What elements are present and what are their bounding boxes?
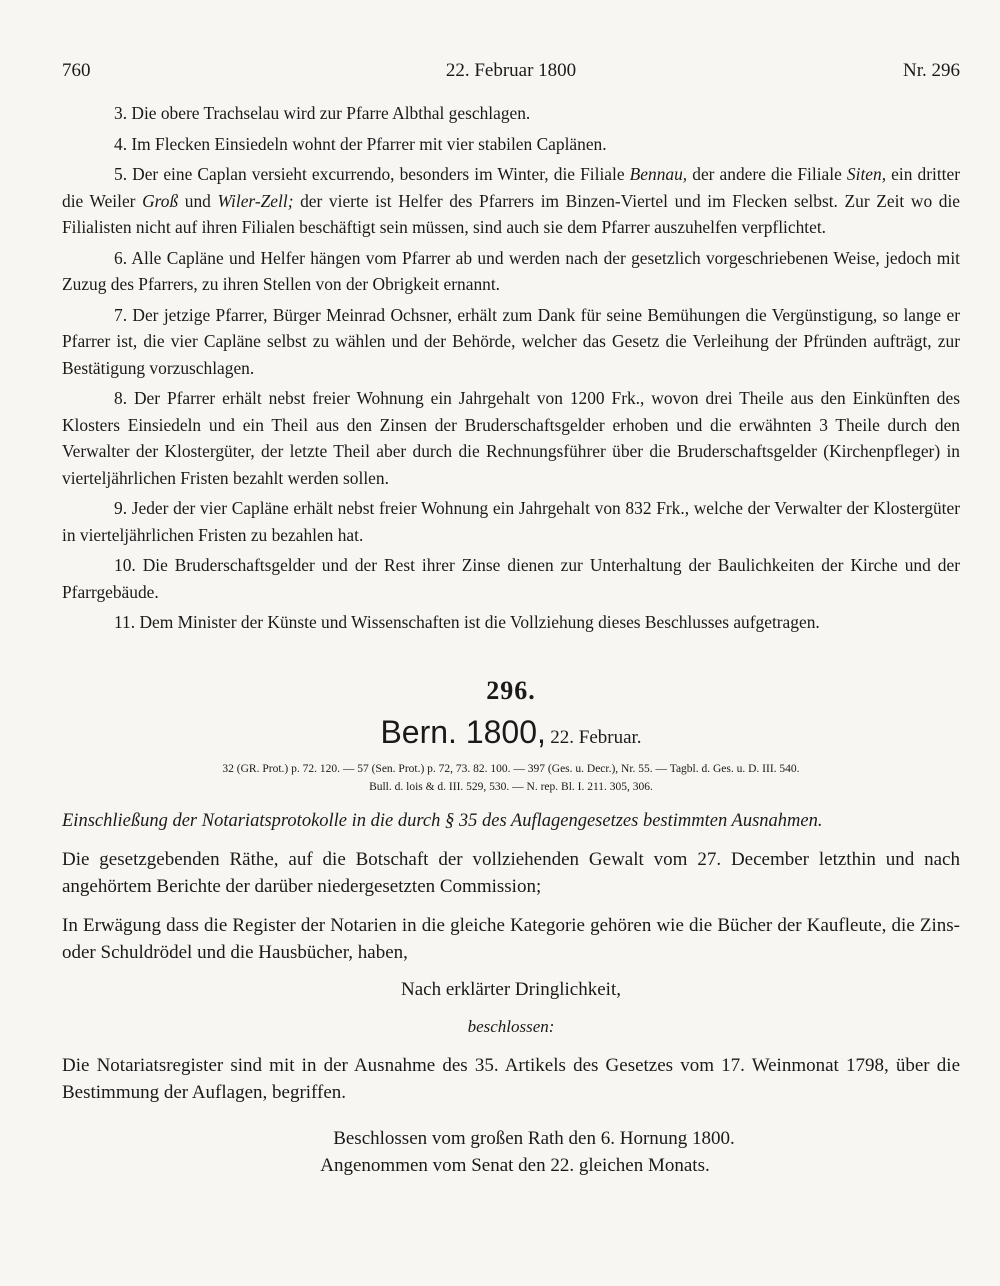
- item-6: 6. Alle Capläne und Helfer hängen vom Pfarrer ab und werden nach der gesetzlich vorgeschriebenen Weise, jedoch mit Zuzug des Pfarrers, zu ihren Stellen von der Obrigkeit ernannt.: [62, 247, 960, 294]
- header-number: Nr. 296: [903, 60, 960, 81]
- decree-place: Bern. 1800,: [380, 713, 546, 750]
- item-5-place-gross: Groß: [142, 190, 179, 211]
- header-date: 22. Februar 1800: [445, 60, 577, 81]
- item-5: [62, 161, 960, 241]
- item-5-text-b: der andere die Filiale: [687, 164, 847, 184]
- item-7: 7. Der jetzige Pfarrer, Bürger Meinrad Ochsner, erhält zum Dank für seine Bemühungen die Vergünstigung, so lange er Pfarrer ist, die vier Capläne selbst zu wählen und der Behörde, welcher das Gesetz die Verleihung der Pfründen aufträgt, zur Bestätigung vorzuschlagen.: [62, 304, 960, 378]
- decree-heading: [62, 713, 960, 754]
- item-4: 4. Im Flecken Einsiedeln wohnt der Pfarrer mit vier stabilen Caplänen.: [114, 133, 607, 154]
- item-5-place-wiler-zell: Wiler-Zell;: [217, 190, 294, 211]
- item-3: 3. Die obere Trachselau wird zur Pfarre Albthal geschlagen.: [114, 103, 531, 123]
- item-5-text-a: 5. Der eine Caplan versieht excurrendo, besonders im Winter, die Filiale: [114, 164, 630, 184]
- decree-title: Einschließung der Notariatsprotokolle in die durch § 35 des Auflagengesetzes bestimmten Ausnahmen.: [62, 810, 823, 831]
- item-11: 11. Dem Minister der Künste und Wissenschaften ist die Vollziehung dieses Beschlusses aufgetragen.: [114, 612, 820, 632]
- urgency-line: Nach erklärter Dringlichkeit,: [401, 978, 621, 1000]
- item-5-text-c: ein dritter die Weiler: [62, 164, 961, 211]
- item-10: 10. Die Bruderschaftsgelder und der Rest ihrer Zinse dienen zur Unterhaltung der Baulichkeiten der Kirche und der Pfarrgebäude.: [62, 555, 960, 602]
- references-line-1: 32 (GR. Prot.) p. 72. 120. — 57 (Sen. Prot.) p. 72, 73. 82. 100. — 397 (Ges. u. Decr.), Nr. 55. — Tagbl. d. Ges. u. D. III. 540.: [222, 762, 800, 775]
- decree-references: [62, 760, 960, 796]
- item-5-text-d: und: [178, 190, 218, 211]
- body-text: [62, 100, 960, 1179]
- item-9: 9. Jeder der vier Capläne erhält nebst freier Wohnung ein Jahrgehalt von 832 Frk., welche der Verwalter der Klostergüter in vierteljährlichen Fristen zu bezahlen hat.: [62, 498, 960, 545]
- item-5-place-siten: Siten,: [846, 164, 887, 184]
- signature-great-council: Beschlossen vom großen Rath den 6. Hornung 1800.: [333, 1127, 735, 1149]
- references-line-2: Bull. d. lois & d. III. 529, 530. — N. rep. Bl. I. 211. 305, 306.: [369, 780, 653, 793]
- page-number: 760: [62, 60, 91, 81]
- resolved-line: beschlossen:: [467, 1016, 555, 1036]
- decree-date: 22. Februar.: [550, 726, 642, 748]
- signature-senate: Angenommen vom Senat den 22. gleichen Monats.: [320, 1154, 710, 1176]
- decree-number: 296.: [486, 675, 536, 705]
- item-5-place-bennau: Bennau,: [629, 164, 688, 184]
- preamble-councils: Die gesetzgebenden Räthe, auf die Botschaft der vollziehenden Gewalt vom 27. December letzthin und nach angehörtem Berichte der darüber niedergesetzten Commission;: [62, 848, 960, 897]
- page-header: [62, 60, 960, 88]
- item-8: 8. Der Pfarrer erhält nebst freier Wohnung ein Jahrgehalt von 1200 Frk., wovon drei Theile aus den Einkünften des Klosters Einsiedeln und ein Theil aus den Zinsen der Bruderschaftsgelder erhoben und die erwähnten 3 Theile durch den Verwalter der Klostergüter, der letzte Theil aber durch die Rechnungsführer über die Bruderschaftsgelder (Kirchenpfleger) in vierteljährlichen Fristen bezahlt werden sollen.: [62, 388, 960, 488]
- decision-text: Die Notariatsregister sind mit in der Ausnahme des 35. Artikels des Gesetzes vom 17. Weinmonat 1798, über die Bestimmung der Auflagen, begriffen.: [62, 1054, 960, 1103]
- preamble-considering: In Erwägung dass die Register der Notarien in die gleiche Kategorie gehören wie die Bücher der Kaufleute, die Zins- oder Schuldrödel und die Hausbücher, haben,: [62, 914, 960, 963]
- item-5-text-e: der vierte ist Helfer des Pfarrers im Binzen-Viertel und im Flecken selbst. Zur Zeit wo die Filialisten nicht auf ihren Filialen beschäftigt sein müssen, sind auch sie dem Pfarrer auszuhelfen verpflichtet.: [62, 190, 961, 237]
